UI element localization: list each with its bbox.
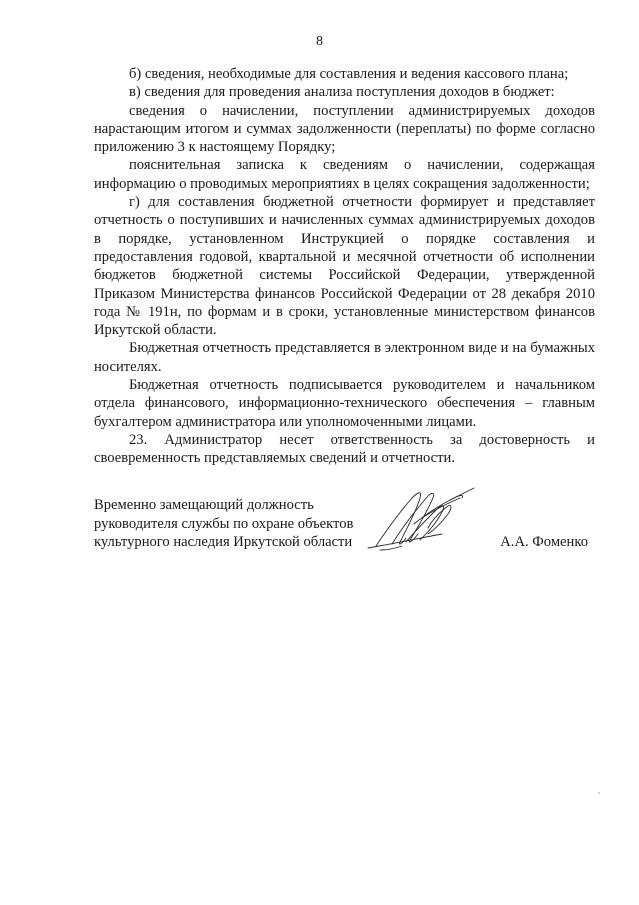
signer-title bbox=[94, 496, 353, 552]
paragraph-explanatory-note: пояснительная записка к сведениям о начислении, содержащая информацию о проводимых мероприятиях в целях сокращения задолженности; bbox=[94, 157, 595, 192]
signer-name: А.А. Фоменко bbox=[500, 534, 588, 550]
document-body bbox=[94, 65, 595, 468]
signer-title-line: Временно замещающий должность bbox=[94, 497, 314, 513]
paragraph-revenue-analysis: в) сведения для проведения анализа поступления доходов в бюджет: bbox=[129, 84, 555, 101]
paragraph-cash-plan: б) сведения, необходимые для составления и ведения кассового плана; bbox=[129, 66, 569, 82]
paragraph-electronic-form: Бюджетная отчетность представляется в электронном виде и на бумажных носителях. bbox=[94, 340, 595, 375]
handwritten-signature bbox=[362, 484, 492, 560]
signature-block bbox=[94, 496, 595, 566]
paragraph-responsibility: 23. Администратор несет ответственность за достоверность и своевременность представляемых сведений и отчетности. bbox=[94, 431, 595, 467]
paragraph-accrual-info: сведения о начислении, поступлении администрируемых доходов нарастающим итогом и суммах задолженности (переплаты) по форме согласно приложению 3 к настоящему Порядку; bbox=[94, 102, 595, 156]
page-number: 8 bbox=[316, 34, 323, 49]
scan-speck bbox=[598, 792, 600, 794]
paragraph-budget-reporting: г) для составления бюджетной отчетности формирует и представляет отчетность о поступивших и начисленных суммах администрируемых доходов в порядке, установленном Инструкцией о порядке составления и предоставления годовой, квартальной и месячной отчетности об исполнении бюджетов бюджетной системы Российской Федерации, утвержденной Приказом Министерства финансов Российской Федерации от 28 декабря 2010 года № 191н, по формам и в сроки, установленные министерством финансов Иркутской области. bbox=[94, 194, 595, 339]
signer-title-line: культурного наследия Иркутской области bbox=[94, 534, 353, 550]
signer-title-line: руководителя службы по охране объектов bbox=[94, 515, 354, 532]
paragraph-signing: Бюджетная отчетность подписывается руководителем и начальником отдела финансового, информационно-технического обеспечения – главным бухгалтером администратора или уполномоченными лицами. bbox=[94, 377, 595, 430]
